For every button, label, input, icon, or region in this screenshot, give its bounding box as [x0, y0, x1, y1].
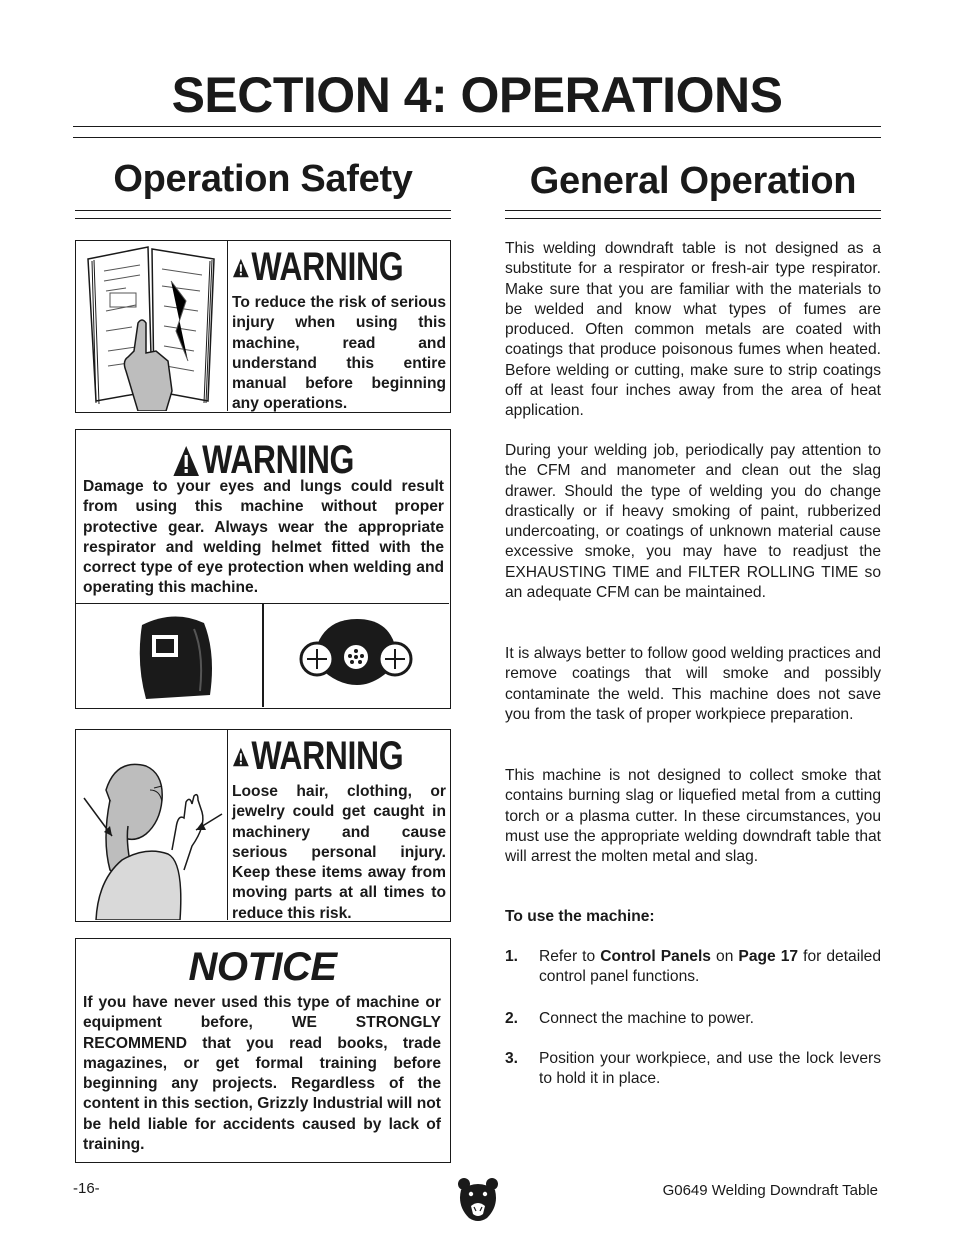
- step-1-text: Refer to Control Panels on Page 17 for detailed control panel functions.: [539, 948, 881, 986]
- warning-heading: WARNING: [232, 734, 403, 779]
- warning-read-manual-box: [75, 240, 451, 413]
- warning-heading: WARNING: [171, 438, 353, 483]
- paragraph-respirator: This welding downdraft table is not designed as a substitute for a respirator or fresh-air type respirator. Make sure that you are familiar with the materials to be welded and know what types of fumes are produced. Often common metals are coated with coatings that produce poisonous fumes when heated. Before welding or cutting, make sure to strip coatings off at least four inches away from the area of heat application.: [505, 240, 881, 420]
- warning-triangle-icon: [171, 444, 200, 478]
- section-title: SECTION 4: OPERATIONS: [171, 67, 783, 123]
- welding-helmet-icon: [134, 613, 218, 699]
- procedure-heading: To use the machine:: [505, 908, 655, 925]
- notice-box: [75, 938, 451, 1163]
- operation-safety-rule-1: [75, 210, 451, 211]
- general-operation-rule-2: [505, 218, 881, 219]
- open-manual-hand-icon: [76, 241, 226, 411]
- step-3: 3. Position your workpiece, and use the lock levers to hold it in place.: [505, 1049, 881, 1091]
- control-panels-ref: Control Panels: [600, 948, 711, 965]
- step-2-text: Connect the machine to power.: [539, 1010, 754, 1027]
- warning-loose-hair-text: Loose hair, clothing, or jewelry could get caught in machinery and cause serious personal injury. Keep these items away from moving parts at all times to reduce this risk.: [232, 783, 446, 922]
- person-long-hair-icon: [76, 730, 226, 920]
- step-3-text: Position your workpiece, and use the lock levers to hold it in place.: [539, 1050, 881, 1088]
- warning-protective-gear-box: [75, 429, 451, 709]
- page-number: -16-: [73, 1180, 100, 1197]
- operation-safety-title: Operation Safety: [113, 158, 413, 200]
- notice-text: If you have never used this type of machine or equipment before, WE STRONGLY RECOMMEND that you read books, trade magazines, or get formal training before beginning any projects. Regardless of the content in this section, Grizzly Industrial will not be held liable for accidents caused by lack of training.: [83, 994, 441, 1154]
- paragraph-good-practices: It is always better to follow good welding practices and remove coatings that will smoke and possibly contaminate the weld. This machine does not save you from the task of proper workpiece preparation.: [505, 645, 881, 723]
- paragraph-cfm: During your welding job, periodically pay attention to the CFM and manometer and clean out the slag drawer. Should the type of welding you do change drastically or if heavy smoking of paint, rubberized undercoating, or coatings of unknown material cause excessive smoke, you may have to readjust the EXHAUSTING TIME and FILTER ROLLING TIME so an adequate CFM can be maintained.: [505, 442, 881, 602]
- gear-divider-vertical: [262, 603, 264, 707]
- warning-loose-hair-box: [75, 729, 451, 922]
- warning-triangle-icon: [232, 740, 250, 774]
- warning-triangle-icon: [232, 251, 250, 285]
- general-operation-title: General Operation: [529, 160, 857, 202]
- grizzly-bear-icon: [457, 1176, 499, 1222]
- warning-heading: WARNING: [232, 245, 403, 290]
- document-title: G0649 Welding Downdraft Table: [662, 1182, 878, 1199]
- notice-heading: NOTICE: [188, 945, 337, 989]
- general-operation-rule-1: [505, 210, 881, 211]
- title-rule-top: [73, 126, 881, 127]
- respirator-mask-icon: [297, 615, 415, 691]
- step-2: 2. Connect the machine to power.: [505, 1009, 881, 1030]
- operation-safety-rule-2: [75, 218, 451, 219]
- page-17-ref: Page 17: [738, 948, 799, 965]
- warning-protective-gear-text: Damage to your eyes and lungs could result from using this machine without proper protective gear. Always wear the appropriate respirator and welding helmet fitted with the correct type of eye protection when welding and operating this machine.: [83, 478, 444, 597]
- warning-read-manual-text: To reduce the risk of serious injury when using this machine, read and understand this entire manual before beginning any operations.: [232, 294, 446, 413]
- step-1: 1. Refer to Control Panels on Page 17 for detailed control panel functions.: [505, 947, 881, 989]
- manual-illustration: [76, 241, 228, 411]
- title-rule-bottom: [73, 137, 881, 138]
- loose-hair-illustration: [76, 730, 228, 920]
- paragraph-slag: This machine is not designed to collect smoke that contains burning slag or liquefied metal from a cutting torch or a plasma cutter. In these circumstances, you must use the appropriate welding downdraft table that will arrest the molten metal and slag.: [505, 767, 881, 866]
